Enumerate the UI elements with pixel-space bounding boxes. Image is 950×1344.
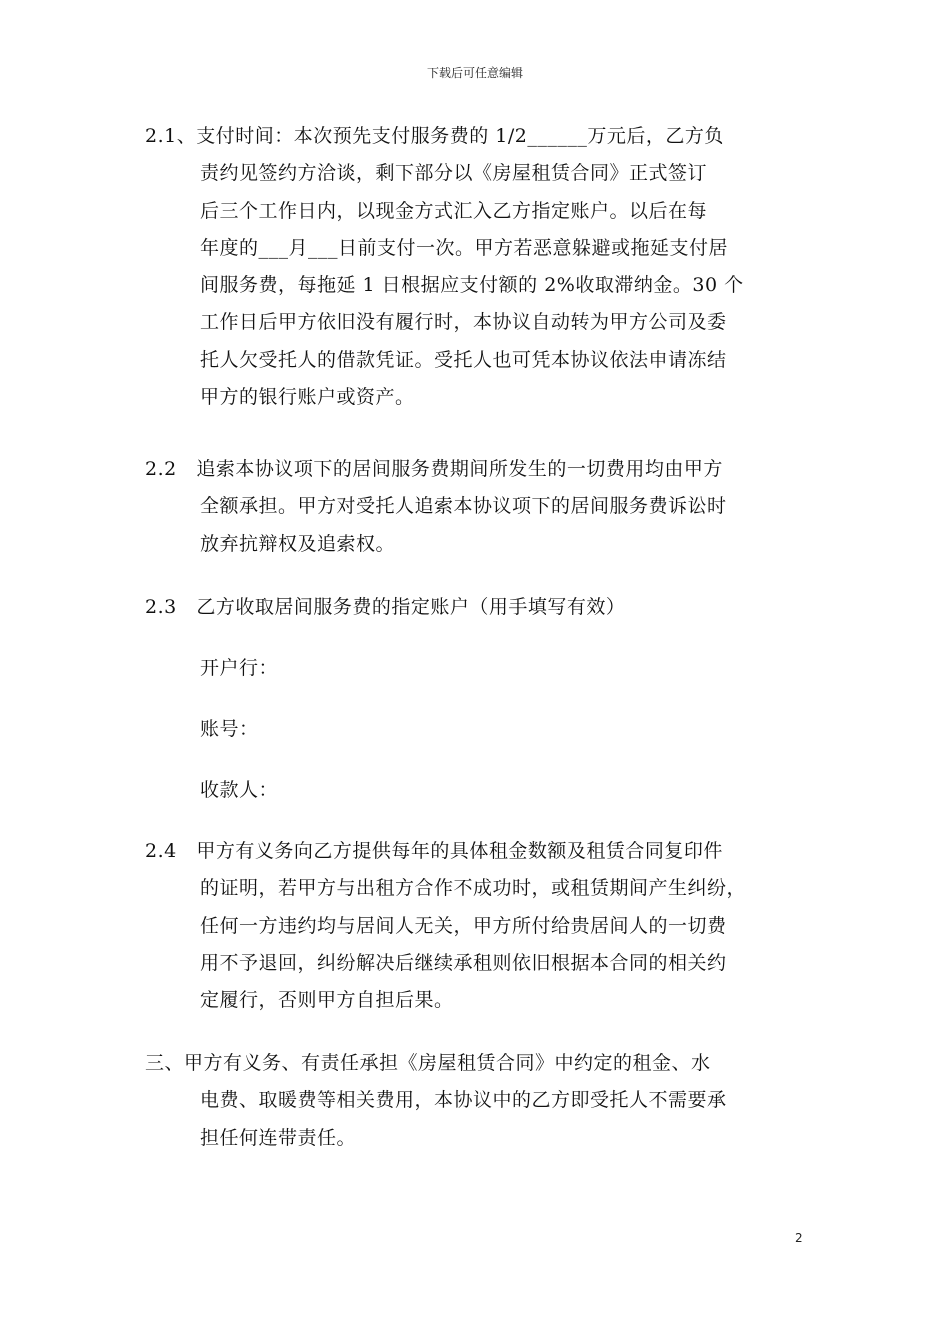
clause-line: 电费、取暖费等相关费用，本协议中的乙方即受托人不需要承 <box>200 1089 727 1112</box>
clause-line: 2.1、支付时间：本次预先支付服务费的 1/2______万元后，乙方负 <box>145 125 724 147</box>
clause-line: 年度的___月___日前支付一次。甲方若恶意躲避或拖延支付居 <box>200 236 729 259</box>
bank-field <box>145 650 825 687</box>
clause-line: 2.4 甲方有义务向乙方提供每年的具体租金数额及租赁合同复印件 <box>145 840 723 862</box>
clause-2-1 <box>145 118 825 416</box>
clause-line: 担任何连带责任。 <box>200 1126 357 1149</box>
clause-line: 2.2 追索本协议项下的居间服务费期间所发生的一切费用均由甲方 <box>145 458 723 480</box>
clause-line: 用不予退回，纠纷解决后继续承租则依旧根据本合同的相关约 <box>200 951 727 974</box>
clause-line: 的证明，若甲方与出租方合作不成功时，或租赁期间产生纠纷， <box>200 877 747 900</box>
clause-line: 放弃抗辩权及追索权。 <box>200 532 396 555</box>
clause-line: 全额承担。甲方对受托人追索本协议项下的居间服务费诉讼时 <box>200 495 727 518</box>
bank-label: 开户行： <box>200 657 279 679</box>
clause-2-3 <box>145 589 825 626</box>
page-header: 下载后可任意编辑 <box>426 66 523 80</box>
clause-line: 工作日后甲方依旧没有履行时，本协议自动转为甲方公司及委 <box>200 311 727 334</box>
clause-line: 责约见签约方洽谈，剩下部分以《房屋租赁合同》正式签订 <box>200 162 708 185</box>
clause-line: 后三个工作日内，以现金方式汇入乙方指定账户。以后在每 <box>200 199 708 222</box>
payee-field <box>145 772 825 809</box>
clause-line: 定履行，否则甲方自担后果。 <box>200 989 454 1012</box>
clause-line: 2.3 乙方收取居间服务费的指定账户（用手填写有效） <box>145 596 626 618</box>
payee-label: 收款人： <box>200 779 279 801</box>
account-field <box>145 711 825 748</box>
clause-2-4 <box>145 833 825 1019</box>
page-number: 2 <box>795 1231 803 1245</box>
clause-line: 三、甲方有义务、有责任承担《房屋租赁合同》中约定的租金、水 <box>145 1052 711 1074</box>
clause-2-2 <box>145 451 825 563</box>
clause-3 <box>145 1045 825 1157</box>
account-label: 账号： <box>200 718 259 740</box>
clause-line: 任何一方违约均与居间人无关，甲方所付给贵居间人的一切费 <box>200 914 727 937</box>
clause-line: 间服务费，每拖延 1 日根据应支付额的 2%收取滞纳金。30 个 <box>200 274 744 297</box>
clause-line: 托人欠受托人的借款凭证。受托人也可凭本协议依法申请冻结 <box>200 348 727 371</box>
clause-line: 甲方的银行账户或资产。 <box>200 386 415 409</box>
